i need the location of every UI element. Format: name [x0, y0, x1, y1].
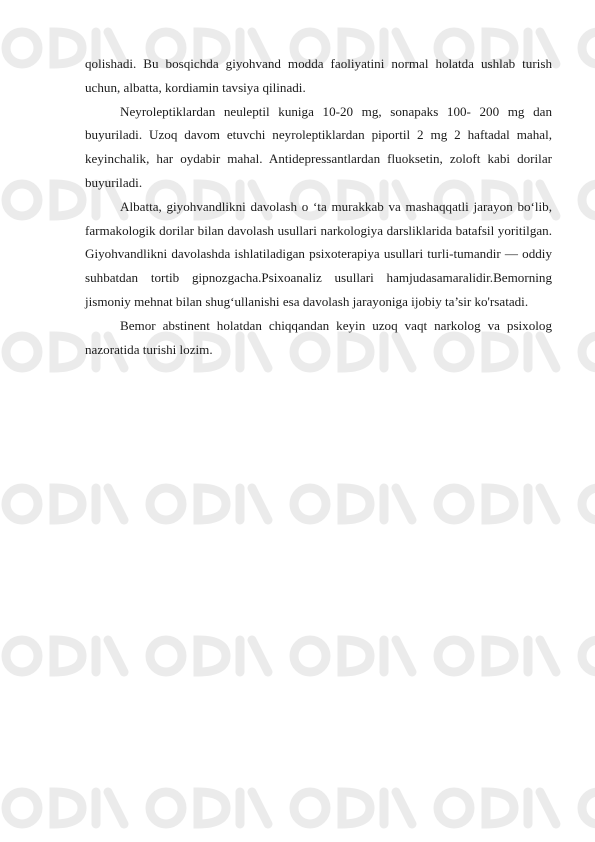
watermark-logo-d	[342, 792, 370, 824]
document-body	[85, 52, 552, 361]
watermark-logo-mark	[96, 640, 124, 672]
watermark-logo-d	[54, 32, 82, 64]
watermark-logo-d	[54, 184, 82, 216]
watermark-logo-ring	[438, 488, 470, 520]
watermark-logo-ring	[582, 488, 595, 520]
paragraph-2: Neyroleptiklardan neuleptil kuniga 10-20 mg, sonapaks 100- 200 mg dan buyuriladi. Uzoq davom etuvchi neyroleptiklardan piportil 2 mg 2 haftadal mahal, keyinchalik, har oydabir mahal. Antidepressantlardan fluoksetin, zoloft kabi dorilar buyuriladi.	[85, 103, 552, 190]
watermark-logo-mark	[96, 792, 124, 824]
watermark-logo-d	[486, 640, 514, 672]
paragraph-4: Bemor abstinent holatdan chiqqandan keyin uzoq vaqt narkolog va psixolog nazoratida turishi lozim.	[85, 317, 552, 357]
watermark-logo-d	[486, 792, 514, 824]
watermark-logo-d	[54, 336, 82, 368]
watermark-logo-ring	[582, 640, 595, 672]
watermark-logo-ring	[582, 336, 595, 368]
watermark-logo-ring	[150, 792, 182, 824]
watermark-logo-mark	[384, 488, 412, 520]
paragraph-3: Albatta, giyohvandlikni davolash o ‘ta murakkab va mashaqqatli jarayon bo‘lib, farmakologik dorilar bilan davolash usullari narkologiya darsliklarida batafsil yoritilgan. Giyohvandlikni davolashda ishlatiladigan psixoterapiya usullari turli-tumandir — oddiy suhbatdan tortib gipnozgacha.Psixoanaliz usullari hamjudasamaralidir.Bemorning jismoniy mehnat bilan shug‘ullanishi esa davolash jarayoniga ijobiy ta’sir ko'rsatadi.	[85, 198, 552, 309]
watermark-logo-mark	[384, 792, 412, 824]
watermark-logo-ring	[6, 488, 38, 520]
watermark-logo-d	[486, 488, 514, 520]
watermark-logo-d	[54, 640, 82, 672]
watermark-logo-mark	[384, 640, 412, 672]
watermark-logo-mark	[528, 640, 556, 672]
watermark-logo-ring	[438, 792, 470, 824]
watermark-logo-mark	[240, 640, 268, 672]
watermark-logo-mark	[240, 792, 268, 824]
watermark-logo-ring	[150, 640, 182, 672]
paragraph-1: qolishadi. Bu bosqichda giyohvand modda faoliyatini normal holatda ushlab turish uchun, albatta, kordiamin tavsiya qilinadi.	[85, 56, 552, 95]
watermark-logo-ring	[6, 640, 38, 672]
watermark-logo-d	[342, 488, 370, 520]
watermark-logo-ring	[582, 32, 595, 64]
watermark-logo-ring	[582, 184, 595, 216]
watermark-logo-d	[342, 640, 370, 672]
watermark-logo-d	[54, 488, 82, 520]
watermark-logo-ring	[6, 336, 38, 368]
watermark-logo-ring	[438, 640, 470, 672]
watermark-logo-ring	[294, 640, 326, 672]
watermark-logo-mark	[528, 792, 556, 824]
watermark-logo-mark	[240, 488, 268, 520]
watermark-logo-ring	[150, 488, 182, 520]
watermark-logo-d	[54, 792, 82, 824]
watermark-logo-d	[198, 792, 226, 824]
watermark-logo-ring	[6, 184, 38, 216]
watermark-logo-d	[198, 488, 226, 520]
watermark-logo-ring	[6, 792, 38, 824]
watermark-logo-ring	[6, 32, 38, 64]
watermark-logo-d	[198, 640, 226, 672]
watermark-logo-ring	[582, 792, 595, 824]
watermark-logo-mark	[528, 488, 556, 520]
watermark-logo-ring	[294, 488, 326, 520]
watermark-logo-ring	[294, 792, 326, 824]
watermark-logo-mark	[96, 488, 124, 520]
